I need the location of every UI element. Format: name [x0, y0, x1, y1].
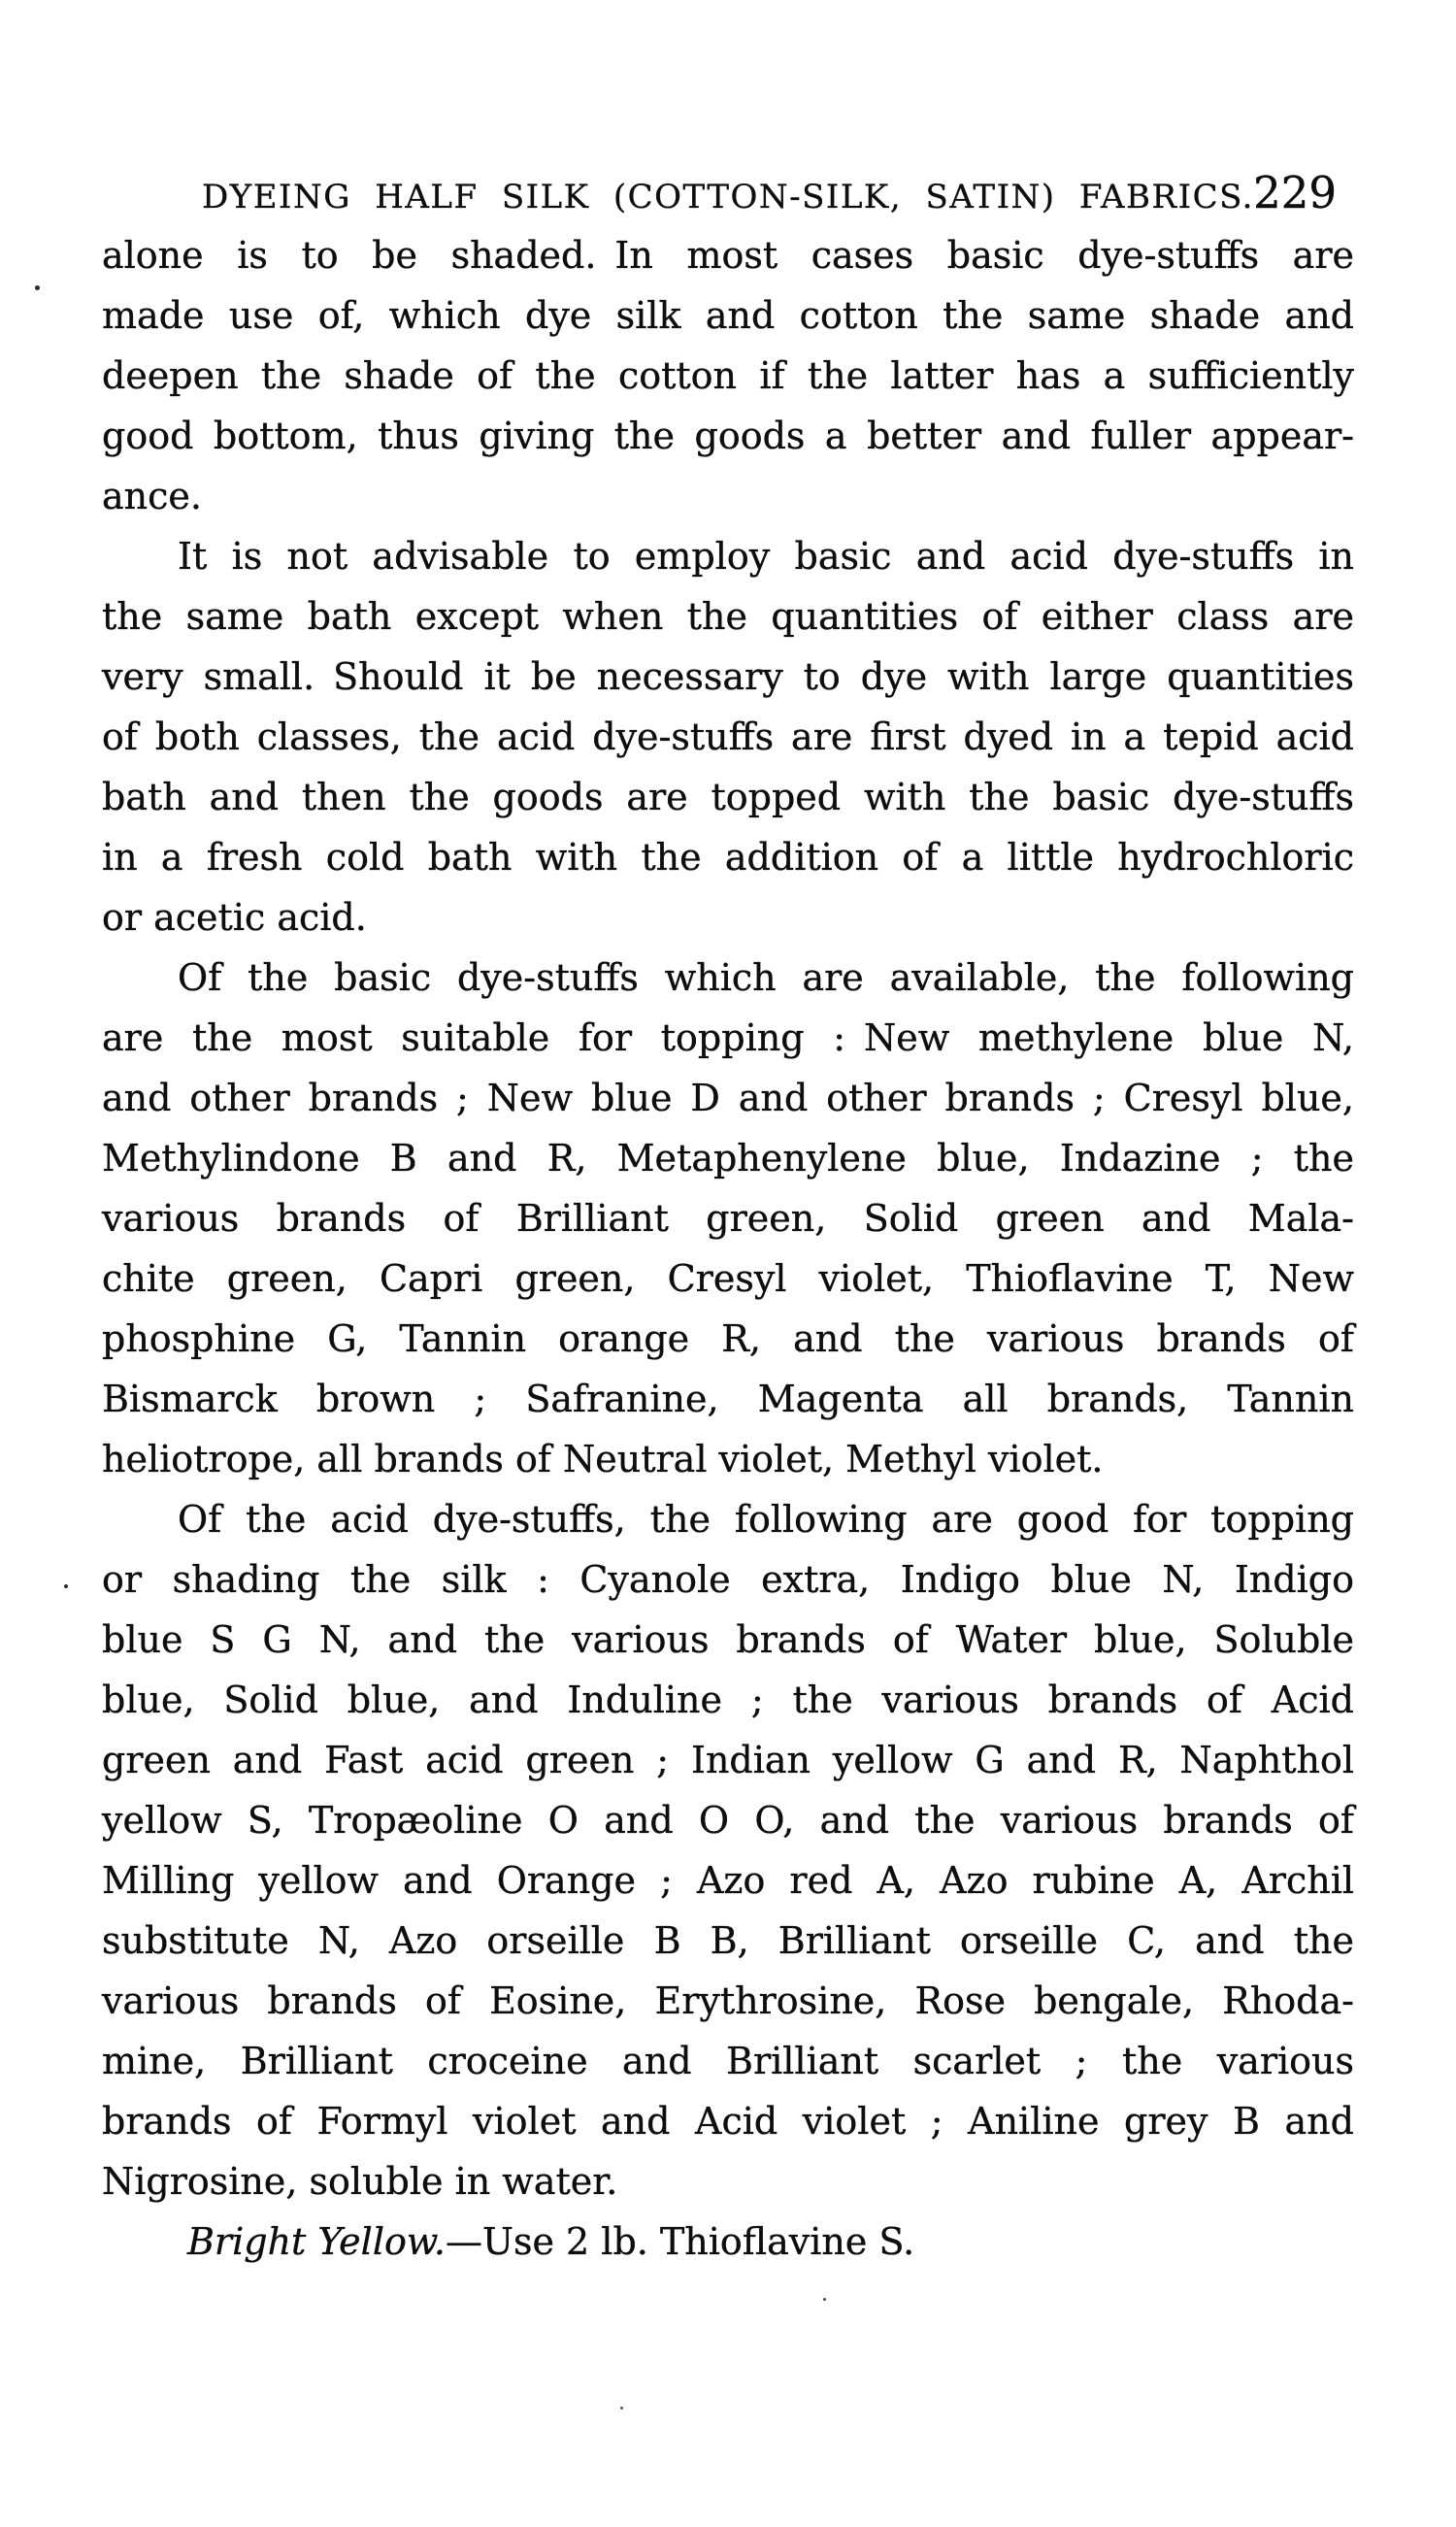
text-line: blue S G N, and the various brands of Water blue, Soluble — [102, 1618, 1354, 1661]
text-line: bath and then the goods are topped with the basic dye-stuffs — [102, 776, 1354, 818]
text-line: good bottom, thus giving the goods a better and fuller appear- — [102, 415, 1354, 457]
text-line: Nigrosine, soluble in water. — [102, 2160, 618, 2203]
page-header — [102, 0, 1354, 233]
paragraph — [102, 1489, 1354, 2211]
text-line: are the most suitable for topping : New methylene blue N, — [102, 1016, 1354, 1059]
text-line: or shading the silk : Cyanole extra, Indigo blue N, Indigo — [102, 1558, 1354, 1601]
text-line: phosphine G, Tannin orange R, and the various brands of — [102, 1317, 1354, 1360]
page-number: 229 — [1253, 167, 1337, 218]
paragraph — [102, 948, 1354, 1489]
text-line: substitute N, Azo orseille B B, Brilliant orseille C, and the — [102, 1919, 1354, 1962]
paragraph — [102, 2211, 1354, 2272]
text-line: blue, Solid blue, and Induline ; the various brands of Acid — [102, 1679, 1354, 1721]
italic-lead: Bright Yellow. — [187, 2220, 446, 2263]
text-line: chite green, Capri green, Cresyl violet, Thioflavine T, New — [102, 1257, 1354, 1300]
text-line: It is not advisable to employ basic and acid dye-stuffs in — [178, 535, 1354, 578]
paragraph — [102, 225, 1354, 526]
text-line: Methylindone B and R, Metaphenylene blue, Indazine ; the — [102, 1137, 1354, 1180]
scan-speck — [35, 285, 40, 290]
text-line: or acetic acid. — [102, 896, 367, 939]
scan-speck — [823, 2298, 826, 2301]
text-line: very small. Should it be necessary to dye with large quantities — [102, 655, 1354, 698]
paragraph — [102, 526, 1354, 948]
text-line: heliotrope, all brands of Neutral violet, Methyl violet. — [102, 1438, 1104, 1480]
text-line: alone is to be shaded. In most cases basic dye-stuffs are — [102, 234, 1354, 277]
text-line — [102, 2211, 1354, 2272]
scan-speck — [620, 2407, 623, 2410]
text-line: deepen the shade of the cotton if the latter has a sufficiently — [102, 354, 1354, 397]
text-line: Of the basic dye-stuffs which are available, the following — [178, 956, 1354, 999]
text-line: in a fresh cold bath with the addition of a little hydrochloric — [102, 836, 1354, 879]
body-text — [102, 225, 1354, 2272]
text-line: Milling yellow and Orange ; Azo red A, Azo rubine A, Archil — [102, 1859, 1354, 1902]
text-line: the same bath except when the quantities of either class are — [102, 595, 1354, 638]
text-segment: —Use 2 lb. Thioflavine S. — [445, 2220, 915, 2263]
text-line: and other brands ; New blue D and other brands ; Cresyl blue, — [102, 1077, 1354, 1119]
running-title: DYEING HALF SILK (COTTON-SILK, SATIN) FABRICS. — [202, 178, 1254, 216]
text-line: yellow S, Tropæoline O and O O, and the various brands of — [102, 1799, 1354, 1842]
text-line: Bismarck brown ; Safranine, Magenta all brands, Tannin — [102, 1378, 1354, 1420]
text-line: various brands of Brilliant green, Solid green and Mala- — [102, 1197, 1354, 1240]
scan-speck — [64, 1584, 68, 1588]
text-line: various brands of Eosine, Erythrosine, Rose bengale, Rhoda- — [102, 1979, 1354, 2022]
text-line: ance. — [102, 475, 202, 517]
text-line: brands of Formyl violet and Acid violet ; Aniline grey B and — [102, 2100, 1354, 2143]
text-line: of both classes, the acid dye-stuffs are first dyed in a tepid acid — [102, 715, 1354, 758]
text-line: Of the acid dye-stuffs, the following are good for topping — [178, 1498, 1354, 1541]
text-line: green and Fast acid green ; Indian yellow G and R, Naphthol — [102, 1739, 1354, 1781]
text-line: mine, Brilliant croceine and Brilliant scarlet ; the various — [102, 2040, 1354, 2082]
text-line: made use of, which dye silk and cotton the same shade and — [102, 294, 1354, 337]
